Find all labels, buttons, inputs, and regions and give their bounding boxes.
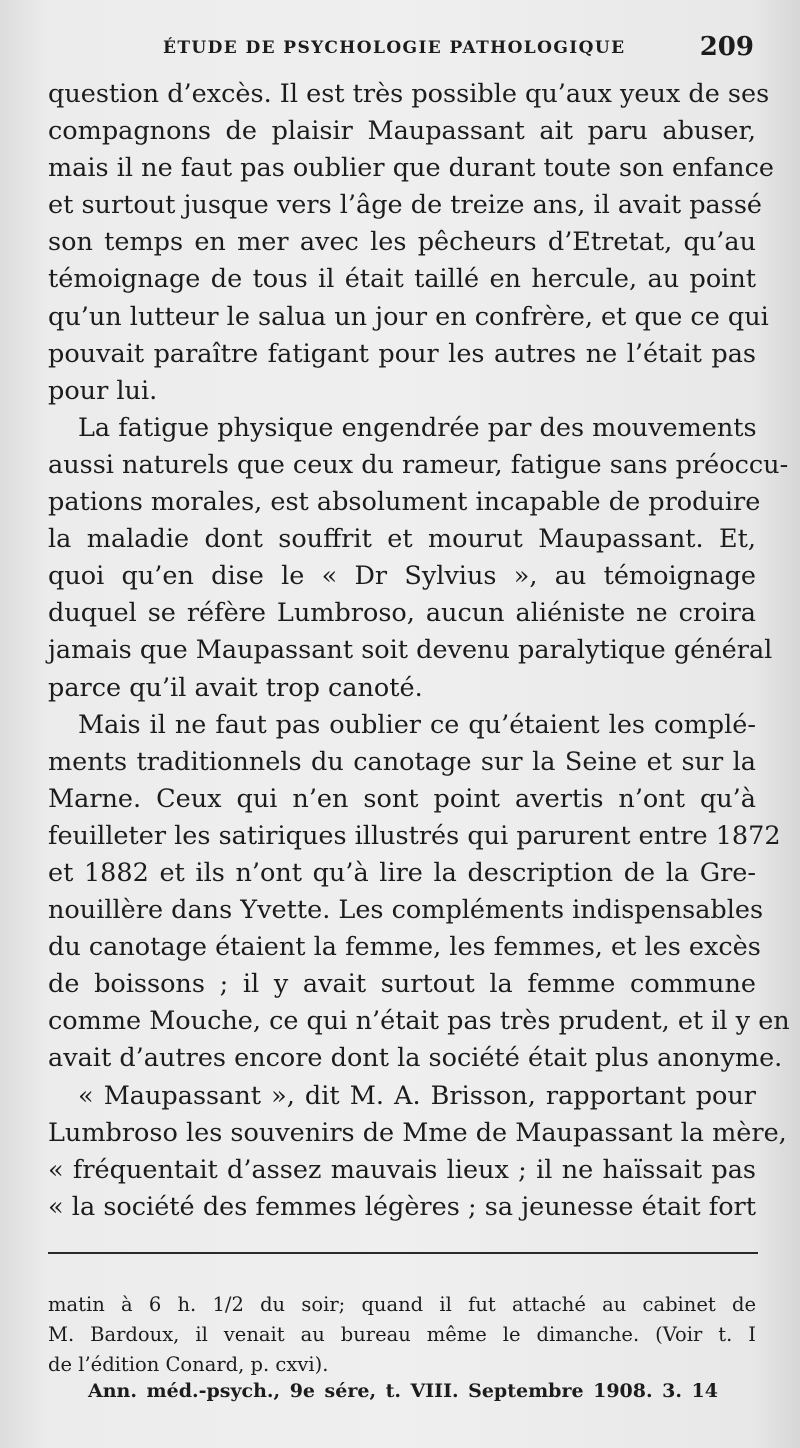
page-header [48,30,754,70]
footnote-line: M. Bardoux, il venait au bureau même le dimanche. (Voir t. I [48,1323,756,1346]
text-line: comme Mouche, ce qui n’était pas très prudent, et il y en [48,1006,790,1037]
text-line: parce qu’il avait trop canoté. [48,672,423,703]
journal-signature: Ann. méd.-psych., 9e sére, t. VIII. Septembre 1908. 3. 14 [88,1380,718,1402]
footnote-divider [48,1252,758,1254]
text-line: aussi naturels que ceux du rameur, fatigue sans préoccu- [48,449,789,480]
text-line: compagnons de plaisir Maupassant ait paru abuser, [48,116,756,147]
body-text [48,76,790,1226]
text-line: « la société des femmes légères ; sa jeunesse était fort [48,1191,756,1222]
running-title: ÉTUDE DE PSYCHOLOGIE PATHOLOGIQUE [163,38,626,58]
text-line: « Maupassant », dit M. A. Brisson, rapportant pour [78,1080,756,1111]
text-line: témoignage de tous il était taillé en hercule, au point [48,264,756,295]
footnote [48,1290,756,1380]
text-line: qu’un lutteur le salua un jour en confrère, et que ce qui [48,301,769,332]
text-line: Lumbroso les souvenirs de Mme de Maupassant la mère, [48,1117,787,1148]
text-line: du canotage étaient la femme, les femmes, et les excès [48,932,761,963]
text-line: ments traditionnels du canotage sur la Seine et sur la [48,746,756,777]
text-line: avait d’autres encore dont la société était plus anonyme. [48,1043,783,1074]
text-line: La fatigue physique engendrée par des mouvements [78,412,757,443]
text-line: de boissons ; il y avait surtout la femme commune [48,969,756,1000]
text-line: pouvait paraître fatigant pour les autres ne l’était pas [48,338,756,369]
text-line: jamais que Maupassant soit devenu paralytique général [48,635,773,666]
text-line: Mais il ne faut pas oublier ce qu’étaient les complé- [78,709,756,740]
text-line: mais il ne faut pas oublier que durant toute son enfance [48,153,774,184]
footnote-line: de l’édition Conard, p. cxvi). [48,1353,329,1376]
text-line: feuilleter les satiriques illustrés qui parurent entre 1872 [48,820,781,851]
text-line: la maladie dont souffrit et mourut Maupassant. Et, [48,524,756,555]
text-line: et 1882 et ils n’ont qu’à lire la description de la Gre- [48,857,756,888]
text-line: son temps en mer avec les pêcheurs d’Etretat, qu’au [48,227,756,258]
text-line: Marne. Ceux qui n’en sont point avertis n’ont qu’à [48,783,756,814]
page-number: 209 [699,32,754,62]
footnote-line: matin à 6 h. 1/2 du soir; quand il fut attaché au cabinet de [48,1293,756,1316]
text-line: nouillère dans Yvette. Les compléments indispensables [48,895,764,926]
text-line: quoi qu’en dise le « Dr Sylvius », au témoignage [48,561,756,592]
text-line: « fréquentait d’assez mauvais lieux ; il ne haïssait pas [48,1154,756,1185]
text-line: pour lui. [48,375,158,406]
text-line: question d’excès. Il est très possible qu’aux yeux de ses [48,79,770,109]
text-line: pations morales, est absolument incapable de produire [48,487,761,518]
text-line: duquel se réfère Lumbroso, aucun aliéniste ne croira [48,598,756,629]
text-line: et surtout jusque vers l’âge de treize ans, il avait passé [48,190,763,221]
